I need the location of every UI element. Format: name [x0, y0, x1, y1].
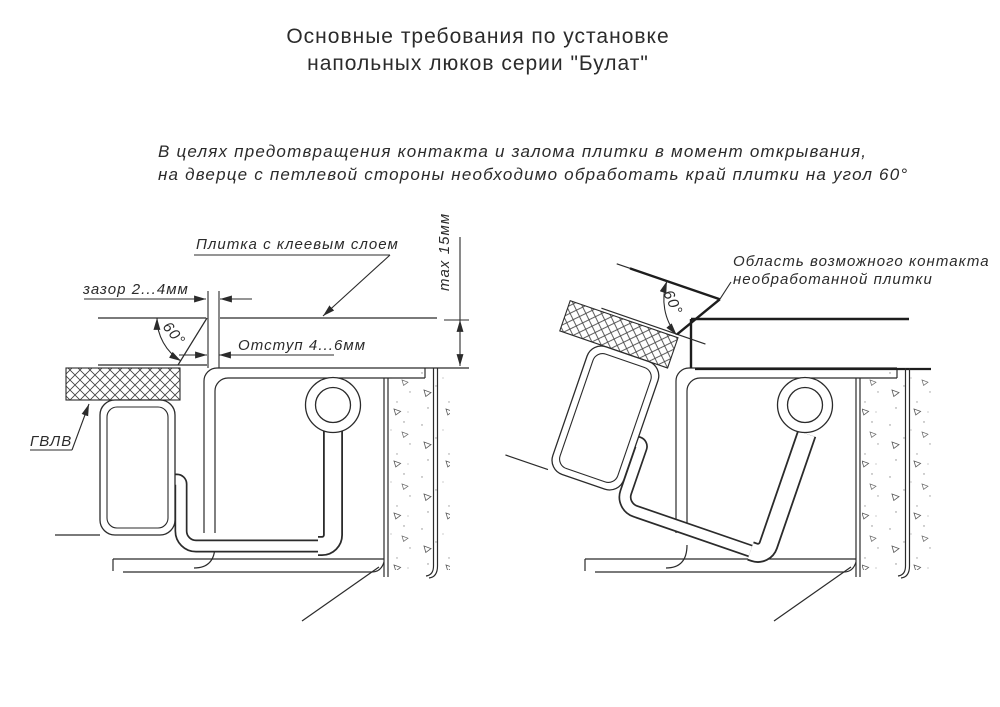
frame-bottom-plate-top [113, 559, 384, 571]
tile-label-leader [323, 255, 390, 316]
frame-bottom-plate-bottom-right [595, 562, 856, 572]
gvl-label: ГВЛВ [30, 433, 73, 450]
note-line1: В целях предотвращения контакта и залома плитки в момент открывания, [158, 142, 868, 161]
hinge-pin-inner [316, 388, 351, 423]
door-bottom-sheet-open [505, 455, 548, 470]
tile-label: Плитка с клеевым слоем [196, 236, 399, 253]
hinge-pin-inner-right [788, 388, 823, 423]
angle-label: 60° [158, 318, 189, 350]
page-title-line2: напольных люков серии "Булат" [307, 52, 649, 75]
frame-bottom-plate-top-right [585, 559, 856, 571]
door-tube-outer [100, 400, 175, 535]
door-tube-outer-open [548, 342, 663, 494]
break-line-right [774, 567, 851, 621]
gap-label: зазор 2...4мм [83, 281, 189, 298]
frame-wall-bottom-bend-right [666, 545, 687, 568]
hinge-arm-core [173, 480, 326, 546]
gvl-board-hatch [66, 368, 180, 400]
hinge-arm-outline [173, 480, 326, 546]
closed-hatch-section [30, 213, 469, 621]
max-label: max 15мм [436, 212, 453, 291]
concrete-texture-right [862, 372, 932, 570]
angle-label-right: 60° [659, 287, 686, 319]
contact-annotation [630, 253, 990, 335]
frame-outer-wall-right [856, 378, 860, 577]
hinge-riser-core-open [751, 429, 807, 556]
hinge-arm-core-open [613, 441, 779, 553]
concrete-texture [390, 372, 450, 570]
contact-label-line1: Область возможного контакта [733, 253, 990, 270]
note-line2: на дверце с петлевой стороны необходимо обработать край плитки на угол 60° [158, 165, 909, 184]
frame-bottom-plate-bottom [123, 562, 384, 572]
door-leaf-closed [55, 291, 437, 546]
contact-leader [720, 282, 731, 299]
contact-label-line2: необработанной плитки [733, 271, 933, 288]
header [158, 25, 908, 184]
frame-outer-wall [384, 378, 388, 577]
offset-label: Отступ 4...6мм [238, 337, 367, 354]
open-hatch-section [502, 250, 990, 621]
hinge-riser-core [318, 417, 333, 546]
page-title-line1: Основные требования по установке [286, 25, 670, 48]
break-line [302, 567, 379, 621]
